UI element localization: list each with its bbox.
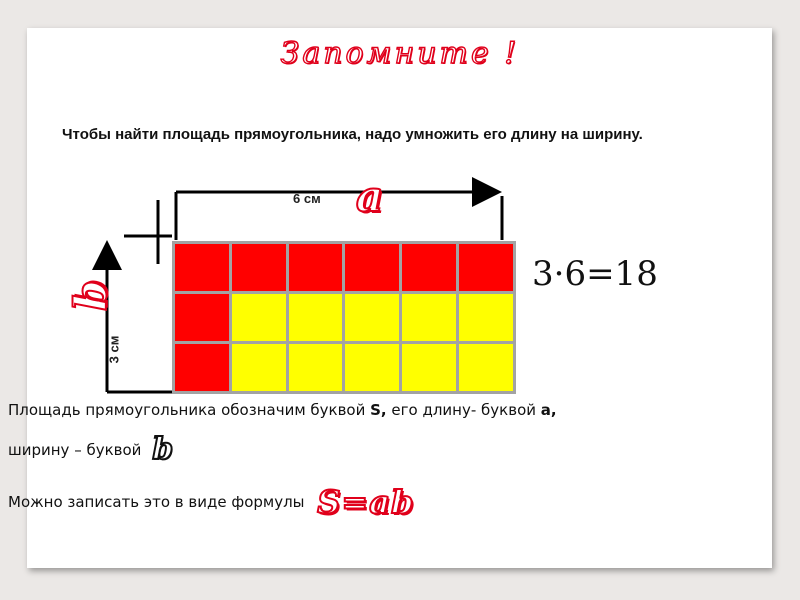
grid-cell-yellow (459, 344, 513, 391)
symbol-b: b (152, 432, 174, 467)
grid-cell-red (459, 244, 513, 291)
grid-cell-yellow (345, 294, 399, 341)
symbol-a: а, (540, 401, 557, 419)
grid-cell-yellow (459, 294, 513, 341)
formula-line (8, 483, 415, 521)
notation-line-2 (8, 432, 174, 467)
grid-cell-yellow (402, 344, 456, 391)
grid-cell-yellow (232, 294, 286, 341)
grid-cell-yellow (402, 294, 456, 341)
rule-text: Чтобы найти площадь прямоугольника, надо умножить его длину на ширину. (62, 126, 643, 143)
grid-cell-red (345, 244, 399, 291)
equation: 3·6=18 (532, 254, 658, 294)
grid-cell-yellow (232, 344, 286, 391)
letter-a: a (356, 172, 384, 221)
grid-cell-red (175, 244, 229, 291)
slide-title: Запомните ! (280, 36, 520, 71)
notation-line-1-mid: его длину- буквой (386, 401, 541, 419)
grid-cell-yellow (345, 344, 399, 391)
notation-line-2-prefix: ширину – буквой (8, 441, 147, 459)
area-formula: S=ab (317, 483, 415, 521)
grid-cell-yellow (289, 294, 343, 341)
letter-b-side: b (65, 280, 117, 311)
symbol-s: S, (370, 401, 387, 419)
grid-cell-red (232, 244, 286, 291)
width-label: 3 см (106, 335, 122, 364)
grid-cell-red (289, 244, 343, 291)
rectangle-grid (172, 241, 516, 394)
grid-cell-red (175, 294, 229, 341)
grid-cell-red (175, 344, 229, 391)
grid-cell-red (402, 244, 456, 291)
formula-line-prefix: Можно записать это в виде формулы (8, 493, 310, 511)
length-label: 6 см (293, 191, 321, 206)
notation-line-1 (8, 401, 557, 419)
notation-line-1-prefix: Площадь прямоугольника обозначим буквой (8, 401, 371, 419)
grid-cell-yellow (289, 344, 343, 391)
